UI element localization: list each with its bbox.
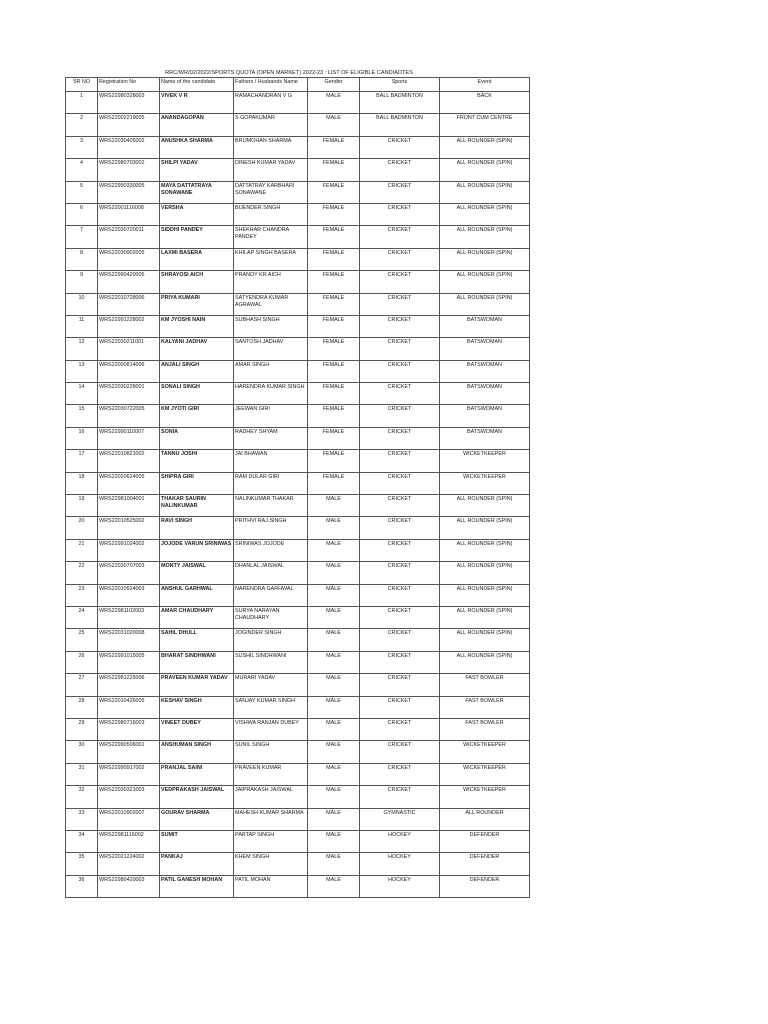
cell-event: ALL ROUNDER (SPIN) [440, 226, 530, 248]
cell-sports: CRICKET [360, 181, 440, 203]
cell-registration-no: WRS22980420003 [98, 875, 160, 897]
cell-sr-no: 17 [66, 450, 98, 472]
cell-event: WICKETKEEPER [440, 741, 530, 763]
cell-candidate-name: PRIYA KUMARI [160, 293, 234, 315]
cell-registration-no: WRS22991015005 [98, 651, 160, 673]
cell-sr-no: 14 [66, 383, 98, 405]
cell-sr-no: 25 [66, 629, 98, 651]
cell-gender: FEMALE [308, 226, 360, 248]
cell-sports: CRICKET [360, 718, 440, 740]
cell-event: FAST BOWLER [440, 718, 530, 740]
cell-event: FRONT CUM CENTRE [440, 114, 530, 136]
cell-registration-no: WRS22981116002 [98, 830, 160, 852]
cell-sports: CRICKET [360, 136, 440, 158]
cell-registration-no: WRS22030902005 [98, 248, 160, 270]
cell-sports: CRICKET [360, 696, 440, 718]
cell-registration-no: WRS22021224002 [98, 853, 160, 875]
cell-sports: CRICKET [360, 293, 440, 315]
cell-candidate-name: KESHAV SINGH [160, 696, 234, 718]
cell-event: BACK [440, 92, 530, 114]
cell-sports: CRICKET [360, 450, 440, 472]
cell-father-name: SUSHIL SINDHWANI [234, 651, 308, 673]
table-row [66, 606, 530, 628]
cell-event: ALL ROUNDER (SPIN) [440, 539, 530, 561]
table-row [66, 136, 530, 158]
cell-sr-no: 26 [66, 651, 98, 673]
cell-candidate-name: AMAR CHAUDHARY [160, 606, 234, 628]
cell-sports: CRICKET [360, 584, 440, 606]
cell-gender: MALE [308, 763, 360, 785]
cell-event: ALL ROUNDER (SPIN) [440, 136, 530, 158]
cell-father-name: BRIJMOHAN SHARMA [234, 136, 308, 158]
cell-sr-no: 10 [66, 293, 98, 315]
cell-registration-no: WRS22001116008 [98, 203, 160, 225]
cell-event: FAST BOWLER [440, 674, 530, 696]
cell-gender: MALE [308, 584, 360, 606]
cell-event: DEFENDER [440, 830, 530, 852]
cell-sr-no: 1 [66, 92, 98, 114]
cell-registration-no: WRS22981102003 [98, 606, 160, 628]
cell-gender: FEMALE [308, 315, 360, 337]
table-row [66, 427, 530, 449]
cell-registration-no: WRS22010902007 [98, 808, 160, 830]
cell-gender: MALE [308, 786, 360, 808]
cell-candidate-name: PRAVEEN KUMAR YADAV [160, 674, 234, 696]
cell-gender: FEMALE [308, 360, 360, 382]
cell-sports: CRICKET [360, 338, 440, 360]
cell-gender: MALE [308, 92, 360, 114]
cell-candidate-name: MAYA DATTATRAYA SONAWANE [160, 181, 234, 203]
cell-gender: FEMALE [308, 383, 360, 405]
cell-candidate-name: VINEET DUBEY [160, 718, 234, 740]
cell-candidate-name: PATIL GANESH MOHAN [160, 875, 234, 897]
document-title: RRC/WR/02/2022/SPORTS QUOTA (OPEN MARKET) 2022-23 : LIST OF ELIGIBLE CANDIADTES [165, 70, 413, 76]
cell-father-name: PARTAP SINGH [234, 830, 308, 852]
cell-registration-no: WRS22990506001 [98, 741, 160, 763]
cell-sports: HOCKEY [360, 875, 440, 897]
cell-candidate-name: TANNU JOSHI [160, 450, 234, 472]
table-row [66, 181, 530, 203]
cell-father-name: PRANOY KR AICH [234, 271, 308, 293]
cell-event: DEFENDER [440, 853, 530, 875]
cell-registration-no: WRS22010821002 [98, 450, 160, 472]
header-registration-no: Registration No [98, 78, 160, 92]
cell-registration-no: WRS22020624005 [98, 472, 160, 494]
table-row [66, 293, 530, 315]
cell-candidate-name: KM JYOTI GIRI [160, 405, 234, 427]
cell-candidate-name: PANKAJ [160, 853, 234, 875]
cell-gender: FEMALE [308, 203, 360, 225]
cell-registration-no: WRS22030707003 [98, 562, 160, 584]
cell-candidate-name: VEDPRAKASH JAISWAL [160, 786, 234, 808]
cell-father-name: NALINKUMAR THAKAR [234, 495, 308, 517]
cell-event: ALL ROUNDER (SPIN) [440, 495, 530, 517]
table-row [66, 562, 530, 584]
cell-sr-no: 9 [66, 271, 98, 293]
table-row [66, 271, 530, 293]
cell-registration-no: WRS22980328003 [98, 92, 160, 114]
cell-sr-no: 36 [66, 875, 98, 897]
cell-event: ALL ROUNDER (SPIN) [440, 271, 530, 293]
cell-sports: CRICKET [360, 159, 440, 181]
cell-gender: FEMALE [308, 271, 360, 293]
cell-sr-no: 23 [66, 584, 98, 606]
cell-event: ALL ROUNDER (SPIN) [440, 159, 530, 181]
cell-gender: FEMALE [308, 136, 360, 158]
cell-father-name: SHEKHAR CHANDRA PANDEY [234, 226, 308, 248]
cell-father-name: SANTOSH JADHAV [234, 338, 308, 360]
cell-registration-no: WRS22981004001 [98, 495, 160, 517]
cell-gender: FEMALE [308, 405, 360, 427]
cell-candidate-name: ANJALI SINGH [160, 360, 234, 382]
cell-gender: MALE [308, 629, 360, 651]
table-row [66, 360, 530, 382]
cell-father-name: RADHEY SHYAM [234, 427, 308, 449]
cell-event: ALL ROUNDER (SPIN) [440, 651, 530, 673]
cell-father-name: RAMACHANDRAN V G [234, 92, 308, 114]
cell-sr-no: 20 [66, 517, 98, 539]
table-row [66, 539, 530, 561]
header-sports: Sports [360, 78, 440, 92]
cell-gender: MALE [308, 114, 360, 136]
cell-sr-no: 11 [66, 315, 98, 337]
cell-candidate-name: SONIA [160, 427, 234, 449]
cell-father-name: JOGINDER SINGH [234, 629, 308, 651]
cell-sr-no: 32 [66, 786, 98, 808]
cell-sports: CRICKET [360, 786, 440, 808]
cell-registration-no: WRS22002219005 [98, 114, 160, 136]
cell-sr-no: 35 [66, 853, 98, 875]
cell-registration-no: WRS22990330005 [98, 181, 160, 203]
cell-candidate-name: SAHIL DHULL [160, 629, 234, 651]
cell-gender: FEMALE [308, 427, 360, 449]
header-father-name: Fathers / Husbands Name [234, 78, 308, 92]
cell-gender: MALE [308, 696, 360, 718]
cell-candidate-name: SHIPRA GIRI [160, 472, 234, 494]
cell-sr-no: 15 [66, 405, 98, 427]
cell-sports: CRICKET [360, 472, 440, 494]
cell-gender: MALE [308, 830, 360, 852]
cell-sports: CRICKET [360, 427, 440, 449]
cell-sports: BALL BADMINTON [360, 114, 440, 136]
cell-event: WICKETKEEPER [440, 472, 530, 494]
cell-registration-no: WRS22010524003 [98, 584, 160, 606]
cell-father-name: KHILAP SINGH BASERA [234, 248, 308, 270]
cell-candidate-name: VIVEK V R [160, 92, 234, 114]
table-row [66, 495, 530, 517]
cell-gender: MALE [308, 562, 360, 584]
cell-candidate-name: SONALI SINGH [160, 383, 234, 405]
cell-registration-no: WRS22990420005 [98, 271, 160, 293]
table-row [66, 584, 530, 606]
cell-father-name: SUNIL SINGH [234, 741, 308, 763]
cell-father-name: BIJENDER SINGH [234, 203, 308, 225]
cell-sr-no: 2 [66, 114, 98, 136]
cell-father-name: DHANLAL JAISWAL [234, 562, 308, 584]
cell-candidate-name: GOURAV SHARMA [160, 808, 234, 830]
table-row [66, 159, 530, 181]
cell-event: BATSWOMAN [440, 427, 530, 449]
header-candidate-name: Name of the candidate [160, 78, 234, 92]
cell-father-name: SATYENDRA KUMAR AGRAWAL [234, 293, 308, 315]
cell-candidate-name: KALYANI JADHAV [160, 338, 234, 360]
cell-sr-no: 5 [66, 181, 98, 203]
cell-sports: CRICKET [360, 606, 440, 628]
cell-event: ALL ROUNDER (SPIN) [440, 629, 530, 651]
cell-sr-no: 7 [66, 226, 98, 248]
cell-event: BATSWOMAN [440, 360, 530, 382]
cell-event: DEFENDER [440, 875, 530, 897]
cell-sports: CRICKET [360, 360, 440, 382]
cell-candidate-name: BHARAT SINDHWANI [160, 651, 234, 673]
cell-candidate-name: ANANDAGOPAN [160, 114, 234, 136]
cell-event: ALL ROUNDER (SPIN) [440, 203, 530, 225]
cell-candidate-name: ANUSHKA SHARMA [160, 136, 234, 158]
cell-father-name: MURARI YADAV [234, 674, 308, 696]
cell-father-name: AMAR SINGH [234, 360, 308, 382]
table-row [66, 114, 530, 136]
cell-gender: FEMALE [308, 472, 360, 494]
table-row [66, 674, 530, 696]
table-row [66, 853, 530, 875]
table-row [66, 629, 530, 651]
cell-event: WICKETKEEPER [440, 450, 530, 472]
cell-registration-no: WRS22980703002 [98, 159, 160, 181]
cell-father-name: S GOPAKUMAR [234, 114, 308, 136]
cell-candidate-name: JOJODE VARUN SRINIWAS [160, 539, 234, 561]
cell-sr-no: 28 [66, 696, 98, 718]
table-row [66, 517, 530, 539]
table-row [66, 338, 530, 360]
cell-registration-no: WRS22010426005 [98, 696, 160, 718]
cell-sports: CRICKET [360, 271, 440, 293]
cell-event: BATSWOMAN [440, 315, 530, 337]
cell-event: ALL ROUNDER (SPIN) [440, 584, 530, 606]
cell-gender: FEMALE [308, 159, 360, 181]
cell-sr-no: 13 [66, 360, 98, 382]
cell-candidate-name: THAKAR SAURIN NALINKUMAR [160, 495, 234, 517]
cell-sports: CRICKET [360, 405, 440, 427]
cell-candidate-name: VERSHA [160, 203, 234, 225]
header-sr-no: SR NO [66, 78, 98, 92]
cell-gender: MALE [308, 517, 360, 539]
cell-gender: MALE [308, 606, 360, 628]
cell-gender: MALE [308, 674, 360, 696]
cell-sr-no: 12 [66, 338, 98, 360]
cell-registration-no: WRS22030211001 [98, 338, 160, 360]
cell-registration-no: WRS22031020008 [98, 629, 160, 651]
cell-gender: MALE [308, 651, 360, 673]
cell-father-name: JEEWAN GIRI [234, 405, 308, 427]
cell-candidate-name: SHILPI YADAV [160, 159, 234, 181]
cell-sr-no: 24 [66, 606, 98, 628]
eligible-candidates-table [65, 77, 530, 898]
table-row [66, 875, 530, 897]
cell-father-name: PRAVEEN KUMAR [234, 763, 308, 785]
cell-sports: CRICKET [360, 741, 440, 763]
table-row [66, 786, 530, 808]
cell-sports: CRICKET [360, 763, 440, 785]
cell-event: ALL ROUNDER (SPIN) [440, 181, 530, 203]
cell-sports: HOCKEY [360, 830, 440, 852]
cell-sports: CRICKET [360, 517, 440, 539]
cell-registration-no: WRS22030321003 [98, 786, 160, 808]
cell-candidate-name: MONTY JAISWAL [160, 562, 234, 584]
cell-registration-no: WRS22030405002 [98, 136, 160, 158]
cell-sr-no: 33 [66, 808, 98, 830]
cell-father-name: SANJAY KUMAR SINGH [234, 696, 308, 718]
cell-father-name: RAM DULAR GIRI [234, 472, 308, 494]
cell-gender: FEMALE [308, 181, 360, 203]
cell-father-name: SURYA NARAYAN CHAUDHARY [234, 606, 308, 628]
cell-gender: MALE [308, 495, 360, 517]
cell-event: ALL ROUNDER (SPIN) [440, 517, 530, 539]
cell-father-name: DINESH KUMAR YADAV [234, 159, 308, 181]
cell-father-name: VISHWA RANJAN DUBEY [234, 718, 308, 740]
cell-event: ALL ROUNDER (SPIN) [440, 248, 530, 270]
cell-registration-no: WRS22991228002 [98, 315, 160, 337]
cell-event: ALL ROUNDER [440, 808, 530, 830]
cell-gender: FEMALE [308, 450, 360, 472]
cell-sr-no: 21 [66, 539, 98, 561]
cell-registration-no: WRS22030720011 [98, 226, 160, 248]
cell-father-name: NARENDRA GARHWAL [234, 584, 308, 606]
table-row [66, 830, 530, 852]
cell-sr-no: 16 [66, 427, 98, 449]
header-event: Event [440, 78, 530, 92]
cell-registration-no: WRS22000814006 [98, 360, 160, 382]
cell-gender: MALE [308, 875, 360, 897]
cell-event: BATSWOMAN [440, 383, 530, 405]
table-row [66, 450, 530, 472]
cell-gender: MALE [308, 718, 360, 740]
cell-event: ALL ROUNDER (SPIN) [440, 293, 530, 315]
cell-candidate-name: RAVI SINGH [160, 517, 234, 539]
cell-registration-no: WRS22990110007 [98, 427, 160, 449]
table-row [66, 315, 530, 337]
cell-registration-no: WRS22991024002 [98, 539, 160, 561]
cell-registration-no: WRS22030228001 [98, 383, 160, 405]
cell-sports: CRICKET [360, 383, 440, 405]
cell-sports: CRICKET [360, 674, 440, 696]
cell-sports: CRICKET [360, 203, 440, 225]
table-row [66, 383, 530, 405]
cell-candidate-name: ANSHUL GARHWAL [160, 584, 234, 606]
cell-registration-no: WRS22010525002 [98, 517, 160, 539]
cell-sports: HOCKEY [360, 853, 440, 875]
cell-registration-no: WRS22030722005 [98, 405, 160, 427]
cell-event: ALL ROUNDER (SPIN) [440, 606, 530, 628]
cell-father-name: MAHESH KUMAR SHARMA [234, 808, 308, 830]
cell-gender: FEMALE [308, 293, 360, 315]
cell-candidate-name: SIDDHI PANDEY [160, 226, 234, 248]
cell-registration-no: WRS22981225006 [98, 674, 160, 696]
cell-sports: CRICKET [360, 495, 440, 517]
cell-candidate-name: PRANJAL SAINI [160, 763, 234, 785]
cell-sr-no: 30 [66, 741, 98, 763]
cell-sports: CRICKET [360, 226, 440, 248]
cell-event: ALL ROUNDER (SPIN) [440, 562, 530, 584]
table-row [66, 405, 530, 427]
cell-candidate-name: LAXMI BASERA [160, 248, 234, 270]
cell-sports: CRICKET [360, 248, 440, 270]
cell-gender: MALE [308, 808, 360, 830]
cell-sr-no: 19 [66, 495, 98, 517]
cell-sr-no: 4 [66, 159, 98, 181]
cell-father-name: JAIPRAKASH JAISWAL [234, 786, 308, 808]
cell-candidate-name: SUMIT [160, 830, 234, 852]
cell-event: BATSWOMAN [440, 405, 530, 427]
cell-event: BATSWOMAN [440, 338, 530, 360]
cell-sports: CRICKET [360, 629, 440, 651]
cell-sr-no: 22 [66, 562, 98, 584]
cell-father-name: PRITHVI RAJ SINGH [234, 517, 308, 539]
cell-gender: MALE [308, 539, 360, 561]
cell-gender: FEMALE [308, 338, 360, 360]
cell-sports: GYMNASTIC [360, 808, 440, 830]
table-row [66, 226, 530, 248]
cell-father-name: HARENDRA KUMAR SINGH [234, 383, 308, 405]
cell-event: WICKETKEEPER [440, 786, 530, 808]
cell-father-name: DATTATRAY KARBHARI SONAWANE [234, 181, 308, 203]
cell-sports: CRICKET [360, 539, 440, 561]
cell-sr-no: 3 [66, 136, 98, 158]
cell-father-name: KHEM SINGH [234, 853, 308, 875]
cell-sr-no: 6 [66, 203, 98, 225]
cell-father-name: SUBHASH SINGH [234, 315, 308, 337]
cell-registration-no: WRS22990917002 [98, 763, 160, 785]
cell-father-name: JAI BHAWAN [234, 450, 308, 472]
cell-sports: CRICKET [360, 315, 440, 337]
table-row [66, 472, 530, 494]
cell-registration-no: WRS22010728006 [98, 293, 160, 315]
cell-gender: MALE [308, 853, 360, 875]
cell-sr-no: 8 [66, 248, 98, 270]
cell-sports: BALL BADMINTON [360, 92, 440, 114]
cell-event: WICKETKEEPER [440, 763, 530, 785]
table-row [66, 203, 530, 225]
cell-sports: CRICKET [360, 562, 440, 584]
table-row [66, 808, 530, 830]
table-row [66, 696, 530, 718]
table-row [66, 651, 530, 673]
cell-sr-no: 34 [66, 830, 98, 852]
cell-father-name: SRINIWAS JOJODE [234, 539, 308, 561]
table-header-row [66, 78, 530, 92]
cell-candidate-name: ANSHUMAN SINGH [160, 741, 234, 763]
cell-gender: MALE [308, 741, 360, 763]
table-row [66, 92, 530, 114]
cell-sr-no: 31 [66, 763, 98, 785]
table-row [66, 718, 530, 740]
cell-gender: FEMALE [308, 248, 360, 270]
cell-sports: CRICKET [360, 651, 440, 673]
cell-registration-no: WRS22980716003 [98, 718, 160, 740]
header-gender: Gender [308, 78, 360, 92]
table-row [66, 741, 530, 763]
cell-event: FAST BOWLER [440, 696, 530, 718]
cell-candidate-name: SHRAYOSI AICH [160, 271, 234, 293]
table-row [66, 763, 530, 785]
cell-sr-no: 27 [66, 674, 98, 696]
table-row [66, 248, 530, 270]
cell-sr-no: 29 [66, 718, 98, 740]
cell-father-name: PATIL MOHAN [234, 875, 308, 897]
cell-candidate-name: KM JYOSHI NAIN [160, 315, 234, 337]
cell-sr-no: 18 [66, 472, 98, 494]
